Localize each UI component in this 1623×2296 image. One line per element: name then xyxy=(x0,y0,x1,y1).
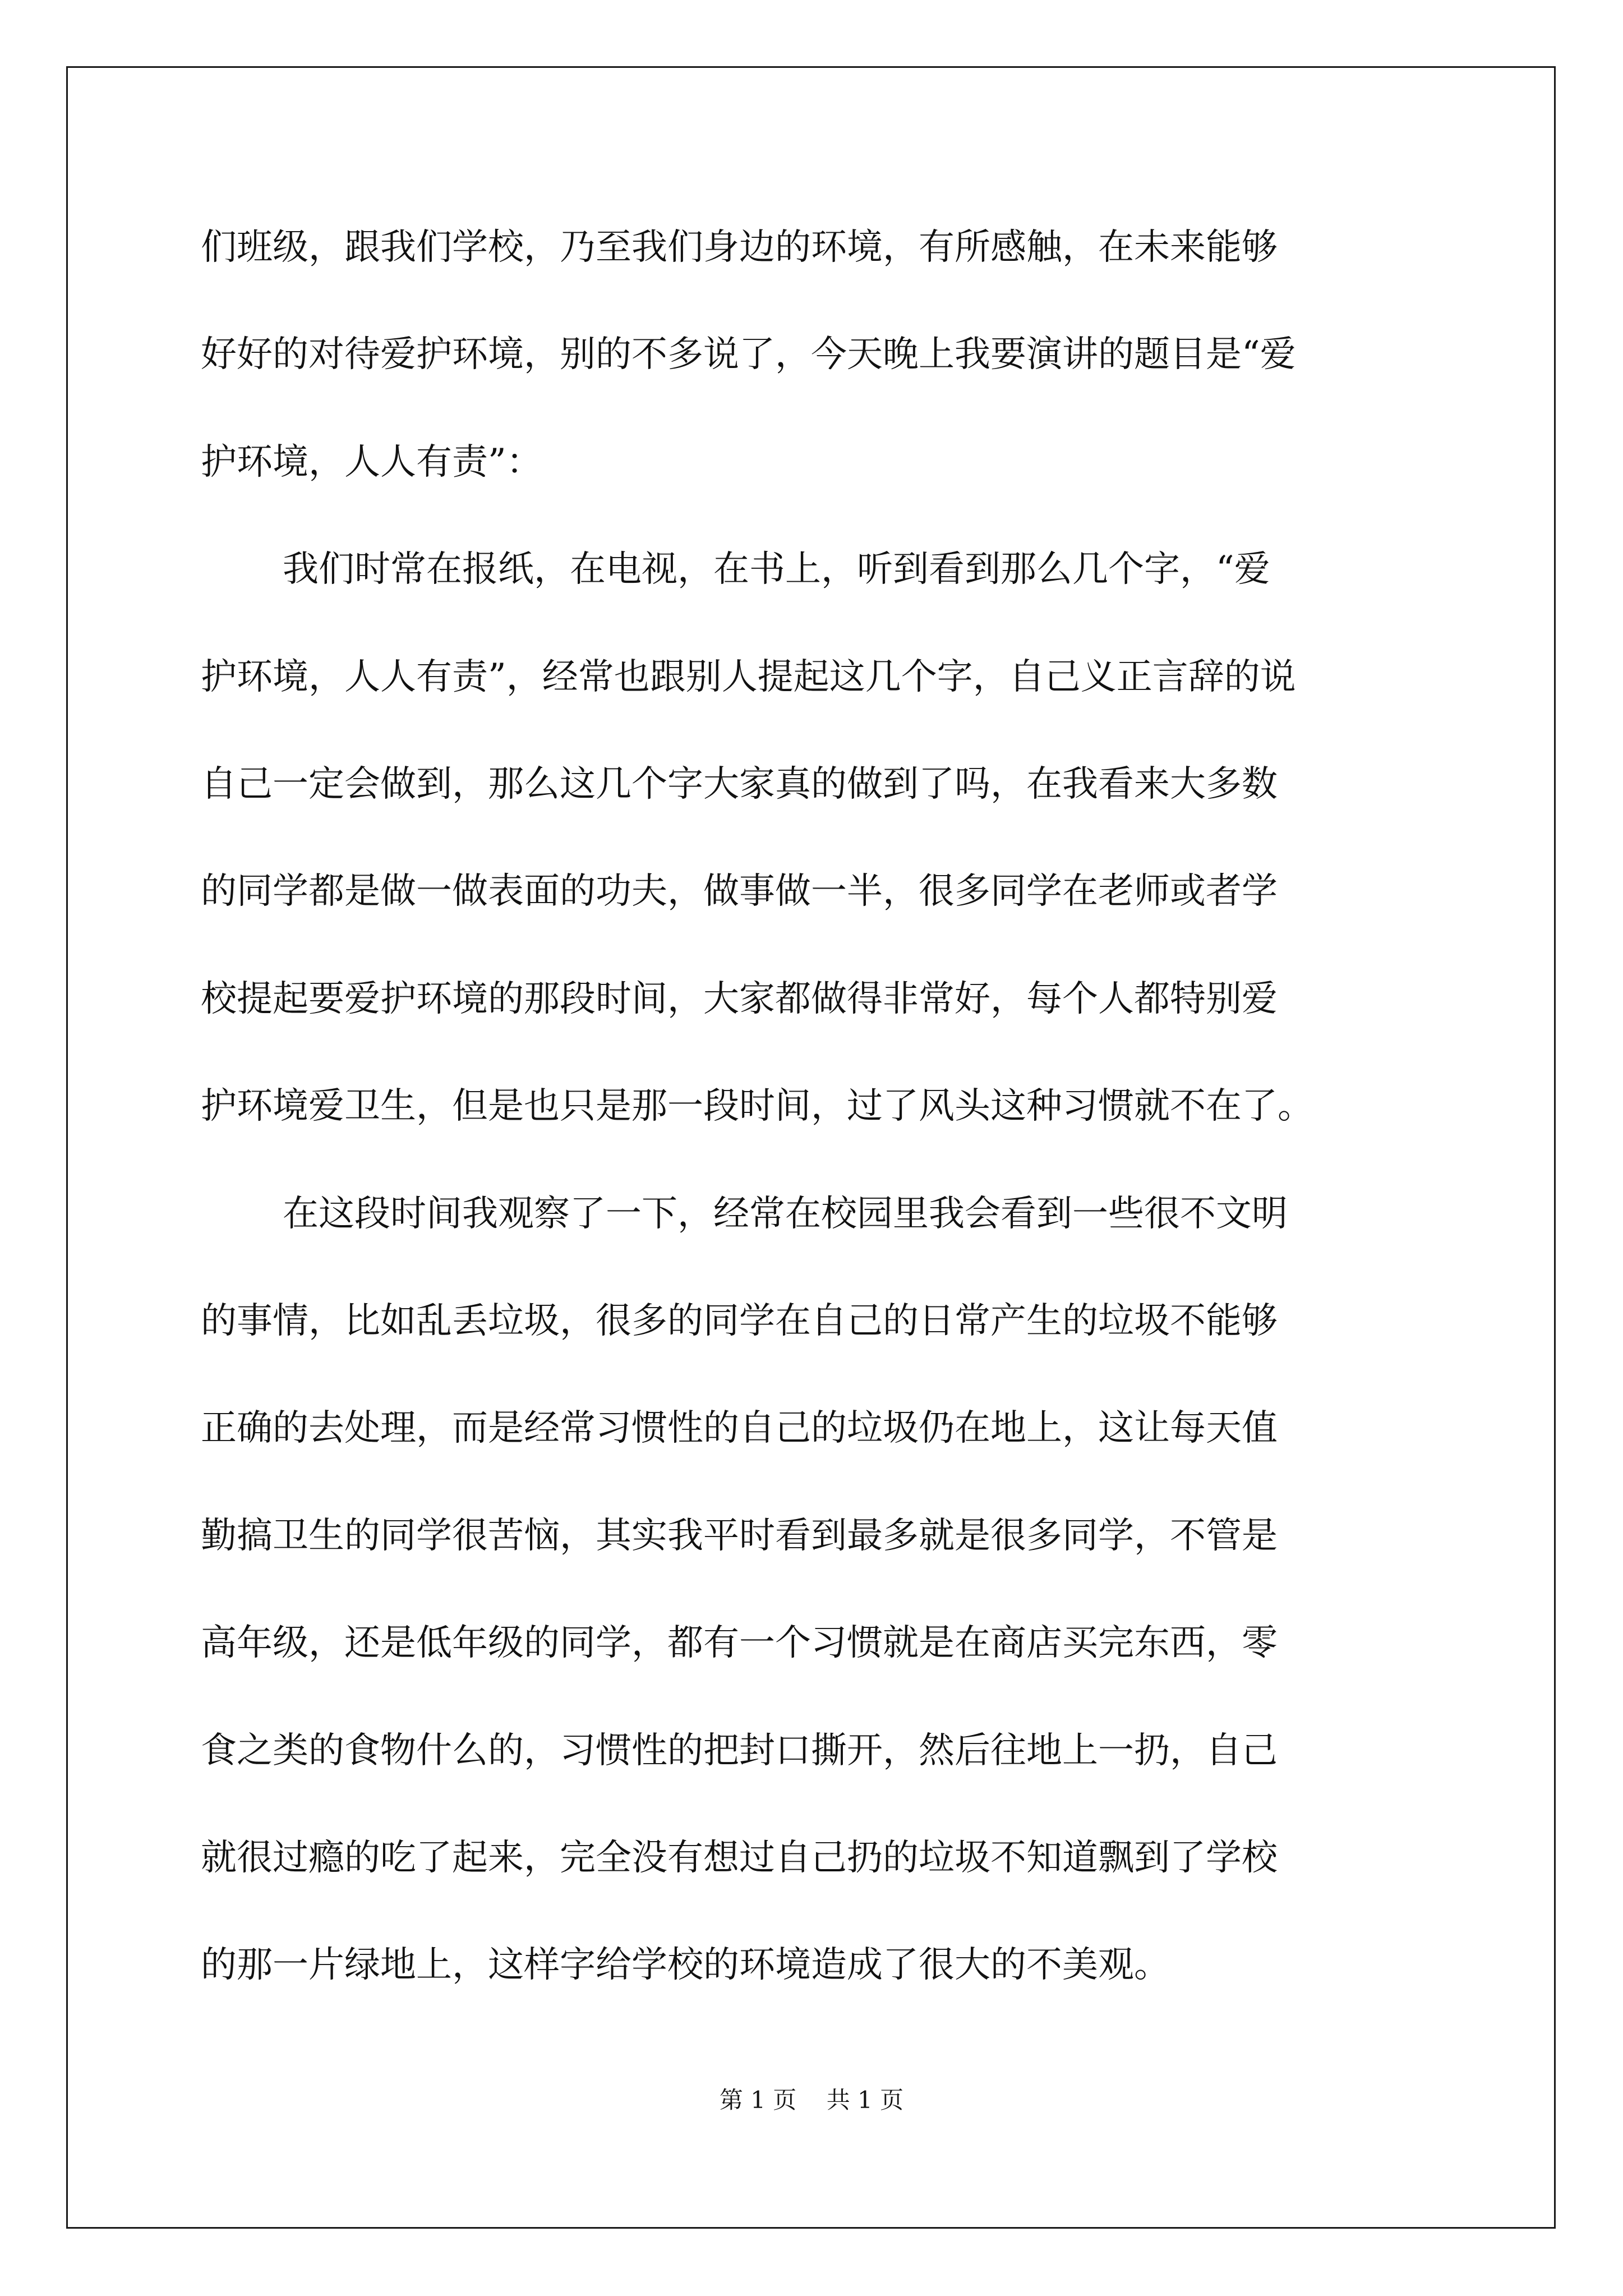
text-line: 好好的对待爱护环境，别的不多说了，今天晚上我要演讲的题目是“爱 xyxy=(201,334,1296,375)
text-line: 护环境，人人有责”，经常也跟别人提起这几个字，自己义正言辞的说 xyxy=(201,656,1296,698)
paragraph-start-line: 在这段时间我观察了一下，经常在校园里我会看到一些很不文明 xyxy=(283,1193,1288,1235)
text-line: 就很过瘾的吃了起来，完全没有想过自己扔的垃圾不知道飘到了学校 xyxy=(201,1837,1278,1879)
text-line: 自己一定会做到，那么这几个字大家真的做到了吗，在我看来大多数 xyxy=(201,763,1278,805)
text-line: 食之类的食物什么的，习惯性的把封口撕开，然后往地上一扔，自己 xyxy=(201,1730,1278,1772)
text-line: 高年级，还是低年级的同学，都有一个习惯就是在商店买完东西，零 xyxy=(201,1622,1278,1664)
text-line: 的同学都是做一做表面的功夫，做事做一半，很多同学在老师或者学 xyxy=(201,871,1278,912)
text-line: 们班级，跟我们学校，乃至我们身边的环境，有所感触，在未来能够 xyxy=(201,227,1278,268)
paragraph-start-line: 我们时常在报纸，在电视，在书上，听到看到那么几个字，“爱 xyxy=(283,549,1270,590)
text-line: 正确的去处理，而是经常习惯性的自己的垃圾仍在地上，这让每天值 xyxy=(201,1407,1278,1449)
text-line: 护环境爱卫生，但是也只是那一段时间，过了风头这种习惯就不在了。 xyxy=(201,1085,1313,1127)
text-line: 校提起要爱护环境的那段时间，大家都做得非常好，每个人都特别爱 xyxy=(201,978,1278,1020)
text-line: 的事情，比如乱丢垃圾，很多的同学在自己的日常产生的垃圾不能够 xyxy=(201,1300,1278,1342)
page-border xyxy=(66,66,1556,2229)
text-line: 勤搞卫生的同学很苦恼，其实我平时看到最多就是很多同学，不管是 xyxy=(201,1515,1278,1557)
text-line: 护环境，人人有责”： xyxy=(201,441,542,483)
page-number-footer: 第 1 页 共 1 页 xyxy=(719,2086,904,2114)
text-line: 的那一片绿地上，这样字给学校的环境造成了很大的不美观。 xyxy=(201,1944,1170,1986)
